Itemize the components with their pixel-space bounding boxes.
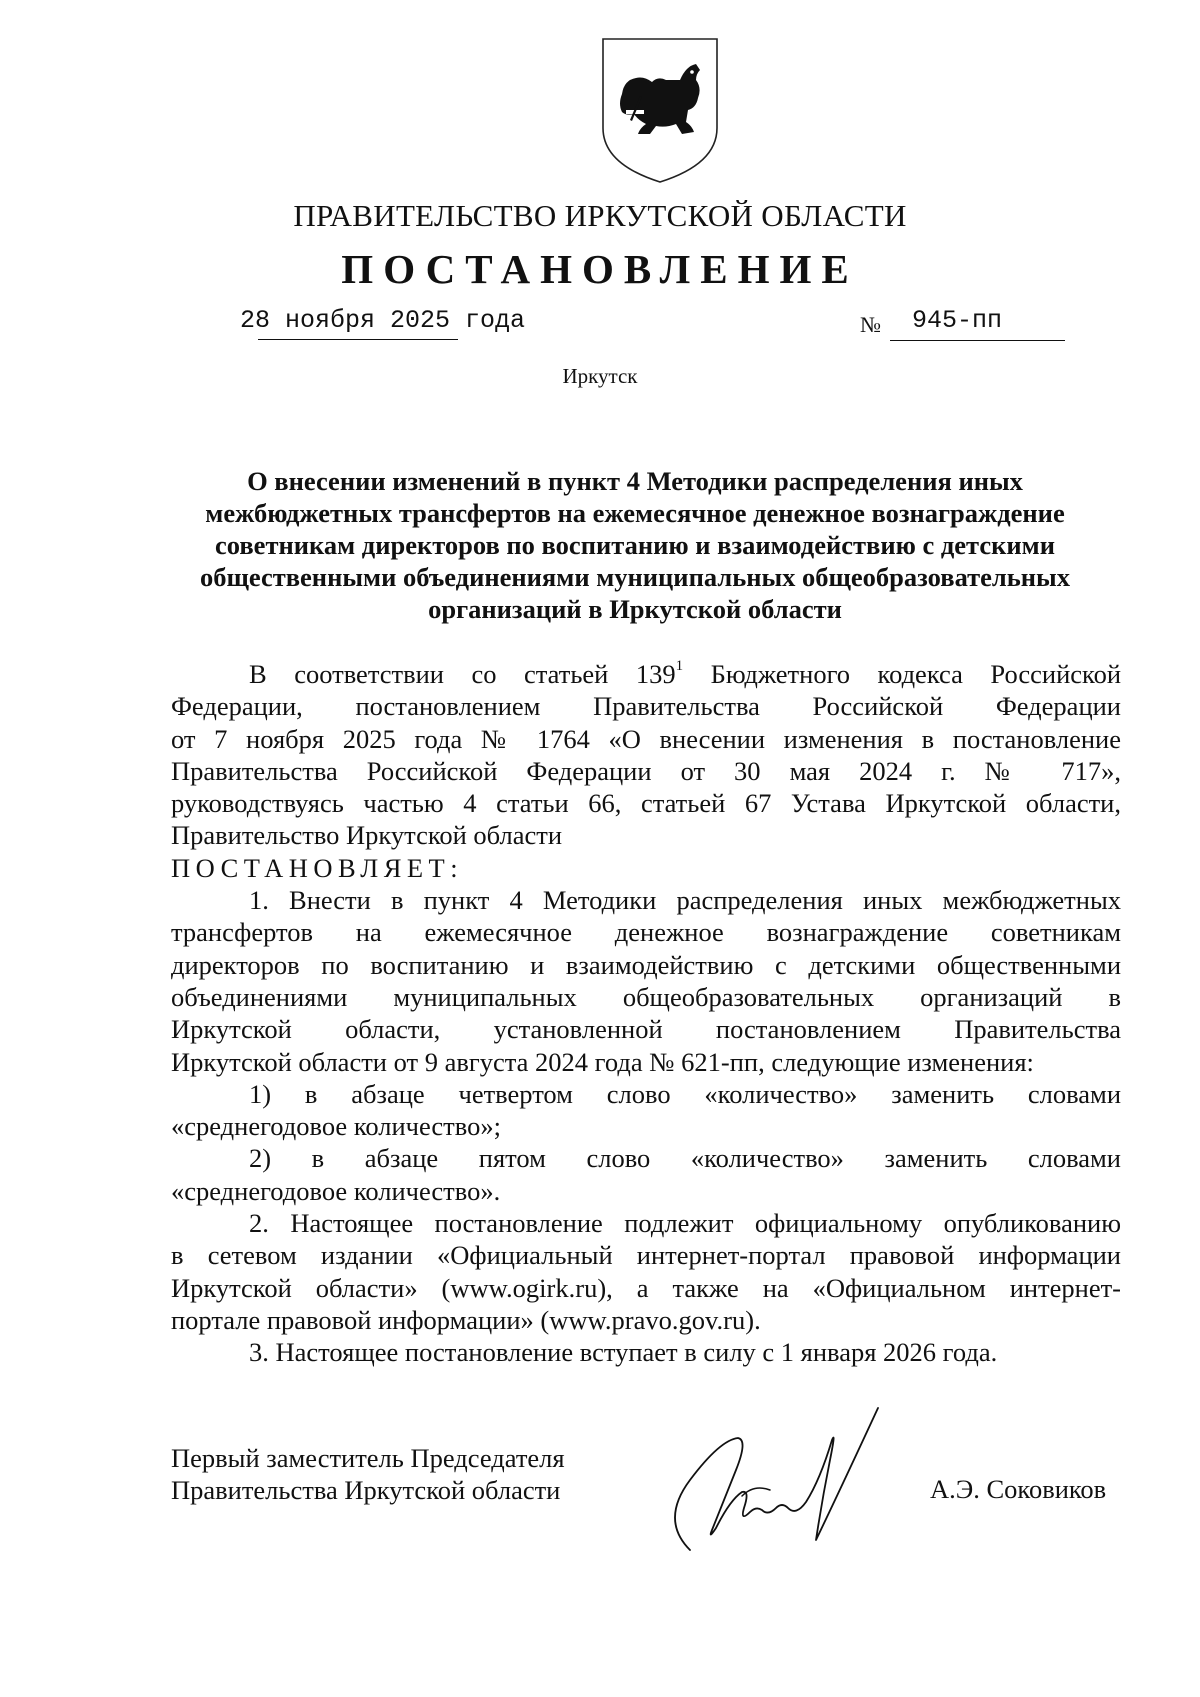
document-title — [170, 465, 1100, 625]
subitem-2-line: 2) в абзаце пятом слово «количество» заменить словами — [249, 1143, 1121, 1174]
title-line: советникам директоров по воспитанию и взаимодействию с детскими — [215, 530, 1055, 560]
date-underline — [258, 339, 458, 340]
item-2-line: портале правовой информации» (www.pravo.gov.ru). — [171, 1304, 761, 1335]
document-body — [171, 658, 1121, 1369]
item-1-line: объединениями муниципальных общеобразовательных организаций в — [171, 981, 1121, 1012]
item-1-line: директоров по воспитанию и взаимодействию с детскими общественными — [171, 949, 1121, 980]
preamble-line: Федерации, постановлением Правительства Российской Федерации — [171, 691, 1121, 722]
preamble-line: Правительство Иркутской области — [171, 820, 563, 851]
document-date: 28 ноября 2025 года — [240, 306, 526, 335]
item-1-line: трансфертов на ежемесячное денежное вознаграждение советникам — [171, 917, 1121, 948]
preamble-line: руководствуясь частью 4 статьи 66, статьей 67 Устава Иркутской области, — [171, 788, 1121, 819]
item-2-line: Иркутской области» (www.ogirk.ru), а также на «Официальном интернет- — [171, 1272, 1121, 1303]
document-type: ПОСТАНОВЛЕНИЕ — [341, 246, 859, 292]
preamble-text: В соответствии со статьей 139 — [249, 659, 676, 689]
resolves-heading: ПОСТАНОВЛЯЕТ: — [171, 852, 464, 883]
subitem-2-line: «среднегодовое количество». — [171, 1175, 501, 1206]
item-1-line: 1. Внести в пункт 4 Методики распределения иных межбюджетных — [249, 885, 1121, 916]
item-3-line: 3. Настоящее постановление вступает в силу с 1 января 2026 года. — [249, 1337, 998, 1368]
title-line: организаций в Иркутской области — [428, 594, 842, 624]
footnote-superscript: 1 — [675, 658, 684, 675]
signatory-position-line: Первый заместитель Председателя — [171, 1443, 565, 1473]
signatory-name: А.Э. Соковиков — [930, 1474, 1107, 1504]
coat-of-arms-icon — [600, 36, 720, 186]
document-number: 945-пп — [912, 306, 1003, 335]
item-1-line: Иркутской области от 9 августа 2024 года № 621-пп, следующие изменения: — [171, 1046, 1034, 1077]
city: Иркутск — [562, 364, 638, 388]
number-sign: № — [860, 312, 881, 337]
date-block — [240, 306, 525, 335]
item-1-line: Иркутской области, установленной постановлением Правительства — [171, 1014, 1121, 1045]
number-underline — [890, 340, 1065, 341]
preamble-line: от 7 ноября 2025 года № 1764 «О внесении изменения в постановление — [171, 723, 1121, 754]
item-2-line: 2. Настоящее постановление подлежит официальному опубликованию — [249, 1208, 1121, 1239]
subitem-1-line: 1) в абзаце четвертом слово «количество» заменить словами — [249, 1078, 1121, 1109]
title-line: О внесении изменений в пункт 4 Методики распределения иных — [247, 466, 1023, 496]
signatory-position-line: Правительства Иркутской области — [171, 1475, 561, 1506]
subitem-1-line: «среднегодовое количество»; — [171, 1111, 501, 1142]
preamble-line: Правительства Российской Федерации от 30 мая 2024 г. № 717», — [171, 755, 1121, 786]
signatory-position — [171, 1442, 565, 1507]
item-2-line: в сетевом издании «Официальный интернет-портал правовой информации — [171, 1240, 1121, 1271]
handwritten-signature-icon — [650, 1400, 910, 1560]
government-name: ПРАВИТЕЛЬСТВО ИРКУТСКОЙ ОБЛАСТИ — [293, 198, 907, 233]
title-line: межбюджетных трансфертов на ежемесячное денежное вознаграждение — [205, 498, 1065, 528]
preamble-line — [171, 658, 1121, 690]
title-line: общественными объединениями муниципальных общеобразовательных — [200, 562, 1070, 592]
preamble-text: Бюджетного кодекса Российской — [683, 659, 1122, 689]
number-block — [860, 306, 1060, 346]
